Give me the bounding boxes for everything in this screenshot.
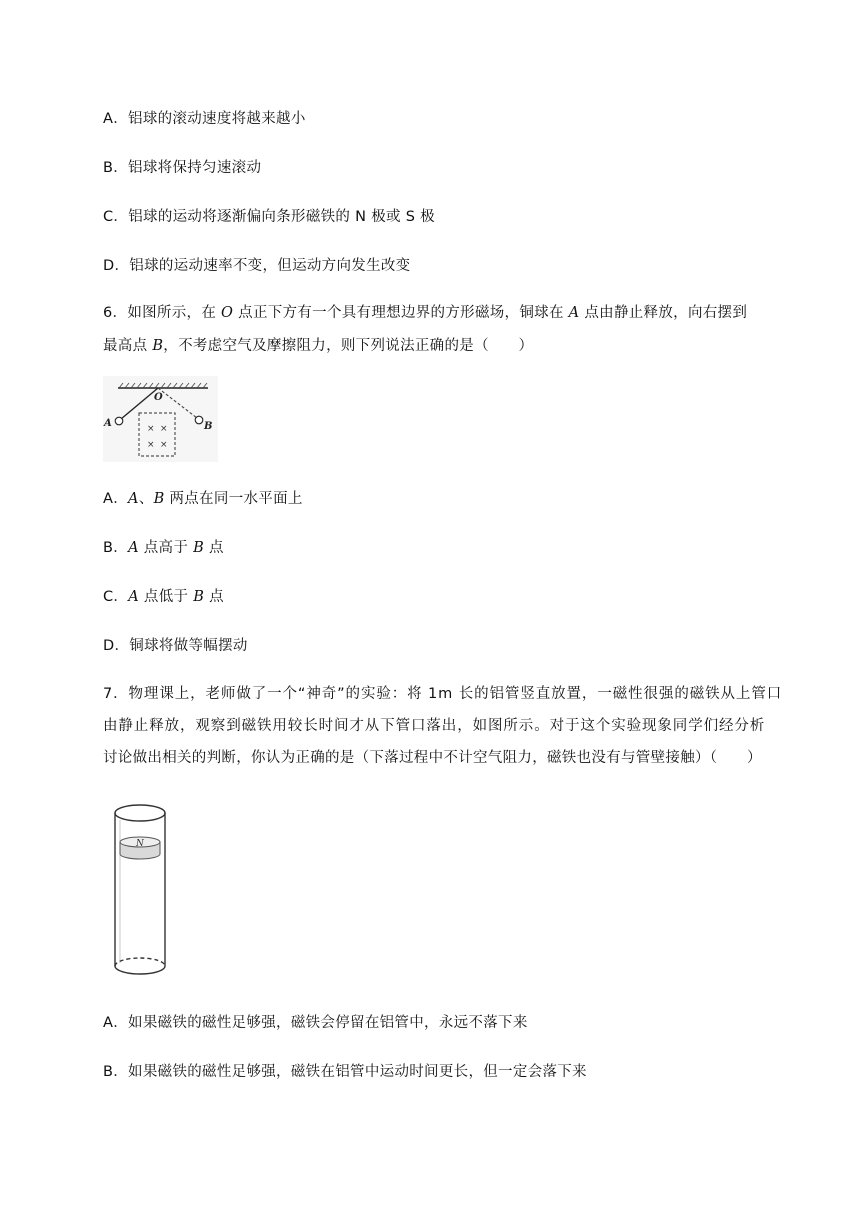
q7-option-a: A．如果磁铁的磁性足够强，磁铁会停留在铝管中，永远不落下来 [103, 1015, 528, 1031]
pendulum-figure [103, 376, 218, 462]
field-mark: × [160, 440, 168, 450]
q5-option-a: A．铝球的滚动速度将越来越小 [103, 111, 306, 127]
q7-stem-line2: 由静止释放，观察到磁铁用较长时间才从下管口落出，如图所示。对于这个实验现象同学们经分析 [103, 718, 766, 734]
field-mark: × [147, 424, 155, 434]
tube-bottom-rim-front [115, 966, 165, 974]
q6-stem-line2: 最高点 B，不考虑空气及摩擦阻力，则下列说法正确的是（ ） [103, 338, 534, 354]
tube-bottom-rim-back [115, 958, 165, 966]
label-b: B [204, 421, 213, 432]
q7-option-b: B．如果磁铁的磁性足够强，磁铁在铝管中运动时间更长，但一定会落下来 [103, 1064, 587, 1080]
q5-option-b: B．铝球将保持匀速滚动 [103, 160, 262, 176]
field-mark: × [160, 424, 168, 434]
field-mark: × [147, 440, 155, 450]
label-a: A [104, 418, 112, 429]
label-o: O [154, 392, 163, 403]
ball-b [195, 416, 203, 424]
q6-option-a: A．A、B 两点在同一水平面上 [103, 491, 303, 507]
q6-option-d: D．铜球将做等幅摆动 [103, 638, 248, 654]
ball-a [115, 417, 123, 425]
q6-stem-line1: 6．如图所示，在 O 点正下方有一个具有理想边界的方形磁场，铜球在 A 点由静止释放，向右摆到 [103, 305, 748, 321]
tube-top-rim [115, 805, 165, 821]
q5-option-d: D．铝球的运动速率不变，但运动方向发生改变 [103, 258, 411, 274]
q6-option-b: B．A 点高于 B 点 [103, 540, 224, 556]
q7-stem-line1: 7．物理课上，老师做了一个“神奇”的实验：将 1m 长的铝管竖直放置，一磁性很强的磁铁从上管口 [103, 686, 783, 702]
q7-stem-line3: 讨论做出相关的判断，你认为正确的是（下落过程中不计空气阻力，磁铁也没有与管壁接触）（ ） [103, 750, 762, 766]
aluminum-tube-figure [108, 798, 172, 986]
q5-option-c: C．铝球的运动将逐渐偏向条形磁铁的 N 极或 S 极 [103, 209, 435, 225]
magnet-pole-label: N [136, 839, 144, 849]
magnet [120, 837, 160, 859]
q6-option-c: C．A 点低于 B 点 [103, 589, 224, 605]
